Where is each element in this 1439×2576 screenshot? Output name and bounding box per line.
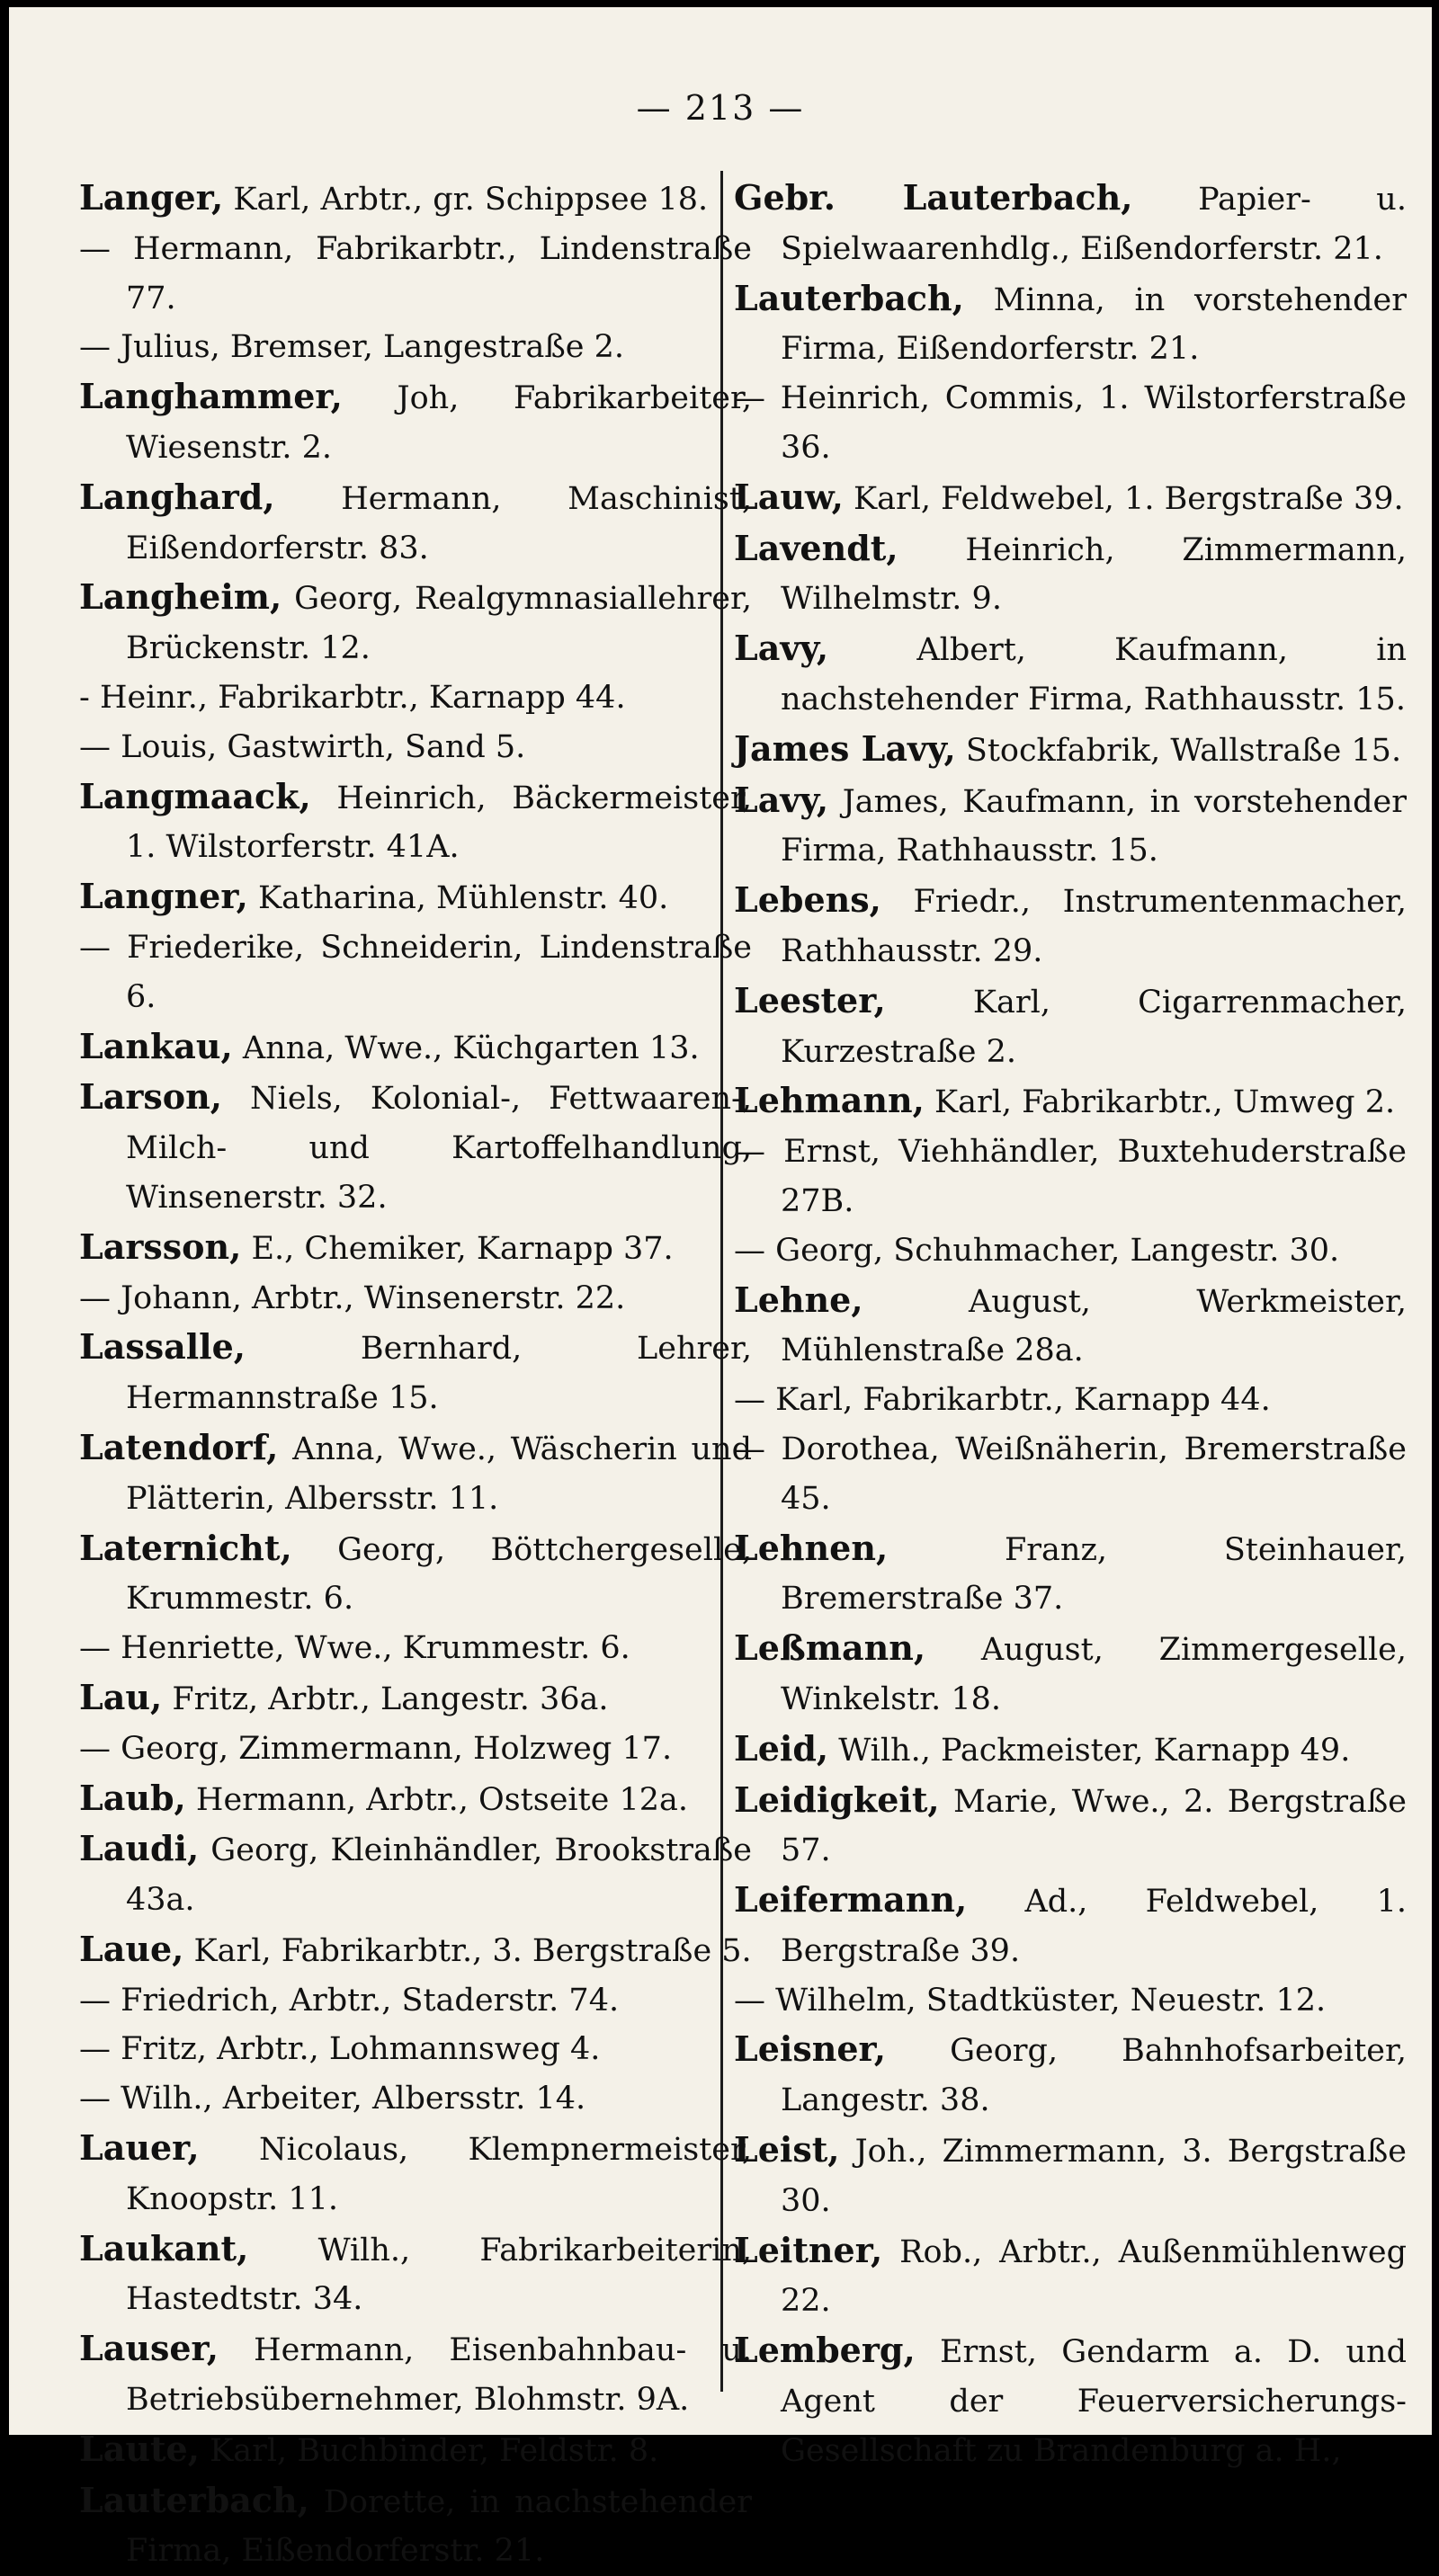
directory-entry — [79, 2476, 752, 2576]
entry-details: Papier- u. Spielwaarenhdlg., Eißendorferstr. 21. — [781, 182, 1407, 267]
entry-details: Anna, Wwe., Küchgarten 13. — [242, 1030, 700, 1066]
entry-surname: Leist, — [734, 2129, 840, 2170]
entry-surname: Laub, — [79, 1777, 186, 1818]
directory-entry — [79, 1274, 752, 1324]
entry-details: - Heinr., Fabrikarbtr., Karnapp 44. — [79, 679, 626, 716]
entry-surname: Lemberg, — [734, 2330, 916, 2371]
entry-surname: Langer, — [79, 177, 224, 218]
entry-details: Anna, Wwe., Wäscherin und Plätterin, Albersstr. 11. — [126, 1431, 752, 1517]
entry-details: — Julius, Bremser, Langestraße 2. — [79, 329, 625, 366]
directory-entry — [734, 1226, 1407, 1276]
directory-entry — [734, 1624, 1407, 1725]
entry-details: Wilh., Packmeister, Karnapp 49. — [838, 1732, 1351, 1769]
entry-details: — Heinrich, Commis, 1. Wilstorferstraße 36. — [734, 380, 1407, 466]
directory-entry — [734, 1976, 1407, 2026]
entry-details: — Georg, Schuhmacher, Langestr. 30. — [734, 1232, 1340, 1269]
directory-entry — [734, 1776, 1407, 1876]
entry-surname: Gebr. Lauterbach, — [734, 177, 1133, 218]
entry-details: Ad., Feldwebel, 1. Bergstraße 39. — [781, 1884, 1407, 1969]
entry-details: — Georg, Zimmermann, Holzweg 17. — [79, 1730, 673, 1767]
entry-details: Dorette, in nachstehender Firma, Eißendorferstr. 21. — [126, 2483, 752, 2570]
directory-entry — [79, 1073, 752, 1222]
entry-details: Georg, Realgymnasiallehrer, Brückenstr. 12. — [126, 581, 752, 667]
entry-details: Karl, Fabrikarbtr., 3. Bergstraße 5. — [193, 1932, 752, 1969]
directory-entry — [79, 1524, 752, 1625]
entry-surname: Lauer, — [79, 2127, 200, 2169]
entry-surname: Laute, — [79, 2428, 200, 2469]
directory-entry — [79, 1022, 752, 1074]
entry-details: Katharina, Mühlenstr. 40. — [257, 880, 669, 917]
entry-details: Marie, Wwe., 2. Bergstraße 57. — [781, 1783, 1407, 1869]
directory-entry — [734, 174, 1407, 274]
entry-details: E., Chemiker, Karnapp 37. — [251, 1230, 674, 1267]
entry-surname: Lavendt, — [734, 527, 898, 568]
entry-details: August, Werkmeister, Mühlenstraße 28a. — [781, 1283, 1407, 1369]
entry-surname: Lau, — [79, 1676, 163, 1717]
directory-entry — [79, 1223, 752, 1274]
directory-page — [9, 7, 1432, 2570]
entry-surname: Laue, — [79, 1928, 184, 1969]
entry-details: Nicolaus, Klempnermeister, Knoopstr. 11. — [126, 2132, 752, 2217]
directory-entry — [79, 1774, 752, 1825]
entry-details: — Hermann, Fabrikarbtr., Lindenstraße 77. — [79, 230, 752, 316]
entry-surname: Leifermann, — [734, 1879, 968, 1921]
directory-entry — [79, 225, 752, 324]
entry-details: Hermann, Eisenbahnbau- u. Betriebsübernehmer, Blohmstr. 9A. — [126, 2332, 752, 2419]
directory-entry — [79, 1323, 752, 1423]
entry-details: — Ernst, Viehhändler, Buxtehuderstraße 27B. — [734, 1134, 1407, 1219]
entry-details: Albert, Kaufmann, in nachstehender Firma, Rathhausstr. 15. — [781, 632, 1407, 718]
directory-entry — [734, 473, 1407, 524]
entry-details: — Henriette, Wwe., Krummestr. 6. — [79, 1630, 630, 1667]
directory-entry — [734, 2126, 1407, 2226]
entry-details: Stockfabrik, Wallstraße 15. — [965, 732, 1402, 769]
entry-details: Karl, Fabrikarbtr., Umweg 2. — [934, 1084, 1396, 1121]
entry-surname: Laternicht, — [79, 1527, 292, 1568]
directory-entry — [79, 174, 752, 225]
entry-surname: Leid, — [734, 1727, 829, 1769]
directory-entry — [734, 2226, 1407, 2327]
entry-details: Friedr., Instrumentenmacher, Rathhausstr. 29. — [781, 884, 1407, 969]
entry-surname: Lehnen, — [734, 1527, 889, 1568]
directory-entry — [79, 872, 752, 923]
entry-surname: Lauw, — [734, 476, 844, 517]
entry-surname: Latendorf, — [79, 1426, 279, 1467]
left-column — [79, 174, 752, 2576]
entry-surname: Larsson, — [79, 1226, 242, 1267]
entry-surname: Lebens, — [734, 879, 881, 921]
entry-surname: Langheim, — [79, 576, 282, 618]
entry-details: August, Zimmergeselle, Winkelstr. 18. — [781, 1632, 1407, 1717]
directory-entry — [79, 1423, 752, 1524]
entry-surname: Lauterbach, — [79, 2479, 309, 2520]
entry-details: Joh, Fabrikarbeiter, Wiesenstr. 2. — [126, 380, 752, 466]
entry-surname: Langhard, — [79, 476, 275, 517]
directory-entry — [79, 2224, 752, 2325]
directory-entry — [734, 624, 1407, 725]
directory-entry — [79, 1976, 752, 2026]
entry-details: — Louis, Gastwirth, Sand 5. — [79, 728, 526, 765]
directory-entry — [79, 573, 752, 673]
entry-surname: Lauser, — [79, 2328, 219, 2369]
directory-entry — [79, 2324, 752, 2425]
entry-details: Karl, Cigarrenmacher, Kurzestraße 2. — [781, 984, 1407, 1070]
entry-details: — Fritz, Arbtr., Lohmannsweg 4. — [79, 2031, 601, 2068]
directory-entry — [734, 1276, 1407, 1377]
entry-details: Hermann, Arbtr., Ostseite 12a. — [195, 1781, 689, 1818]
directory-entry — [79, 673, 752, 723]
entry-details: Fritz, Arbtr., Langestr. 36a. — [172, 1680, 609, 1717]
directory-entry — [734, 274, 1407, 375]
entry-surname: Langmaack, — [79, 775, 311, 816]
entry-surname: Leisner, — [734, 2028, 887, 2070]
directory-entry — [79, 1673, 752, 1725]
entry-details: Franz, Steinhauer, Bremerstraße 37. — [781, 1531, 1407, 1618]
directory-entry — [734, 776, 1407, 877]
directory-entry — [734, 876, 1407, 976]
directory-entry — [79, 323, 752, 372]
directory-entry — [79, 372, 752, 473]
directory-entry — [734, 1524, 1407, 1625]
directory-entry — [734, 2326, 1407, 2475]
directory-entry — [79, 1725, 752, 1774]
entry-details: — Dorothea, Weißnäherin, Bremerstraße 45. — [734, 1431, 1407, 1517]
entry-details: Georg, Kleinhändler, Brookstraße 43a. — [126, 1832, 752, 1919]
entry-surname: James Lavy, — [734, 727, 956, 769]
directory-entry — [734, 1876, 1407, 1976]
entry-surname: Lehmann, — [734, 1080, 925, 1121]
entry-details: Wilh., Fabrikarbeiterin, Hastedtstr. 34. — [126, 2232, 752, 2318]
entry-details: — Wilhelm, Stadtküster, Neuestr. 12. — [734, 1982, 1327, 2019]
entry-details: Heinrich, Bäckermeister, 1. Wilstorferstr. 41A. — [126, 780, 752, 866]
directory-entry — [734, 1725, 1407, 1776]
directory-entry — [734, 524, 1407, 625]
directory-entry — [79, 772, 752, 873]
entry-surname: Lankau, — [79, 1025, 233, 1066]
directory-entry — [79, 2074, 752, 2124]
entry-details: — Friederike, Schneiderin, Lindenstraße 6. — [79, 929, 752, 1015]
entry-details: Georg, Böttchergeselle, Krummestr. 6. — [126, 1531, 752, 1618]
directory-entry — [79, 1824, 752, 1925]
directory-entry — [734, 374, 1407, 473]
entry-details: Ernst, Gendarm a. D. und Agent der Feuerversicherungs-Gesellschaft zu Brandenburg a. H., — [781, 2334, 1407, 2469]
entry-details: Rob., Arbtr., Außenmühlenweg 22. — [781, 2233, 1407, 2320]
entry-details: Joh., Zimmermann, 3. Bergstraße 30. — [781, 2134, 1407, 2219]
entry-surname: Leßmann, — [734, 1627, 926, 1669]
entry-details: Karl, Feldwebel, 1. Bergstraße 39. — [853, 480, 1404, 517]
entry-surname: Lehne, — [734, 1279, 863, 1320]
entry-surname: Langhammer, — [79, 376, 343, 417]
entry-surname: Langner, — [79, 876, 248, 917]
directory-entry — [79, 1624, 752, 1673]
entry-details: — Johann, Arbtr., Winsenerstr. 22. — [79, 1279, 626, 1316]
directory-entry — [734, 2025, 1407, 2126]
directory-entry — [734, 1376, 1407, 1425]
directory-entry — [734, 1076, 1407, 1128]
entry-surname: Laudi, — [79, 1828, 200, 1869]
directory-entry — [79, 473, 752, 574]
entry-surname: Leester, — [734, 979, 886, 1021]
entry-details: Hermann, Maschinist, Eißendorferstr. 83. — [126, 480, 752, 566]
entry-surname: Lavy, — [734, 628, 829, 669]
entry-details: — Wilh., Arbeiter, Albersstr. 14. — [79, 2081, 586, 2117]
directory-entry — [79, 923, 752, 1022]
page-number: — 213 — — [636, 88, 805, 128]
directory-entry — [734, 725, 1407, 776]
entry-surname: Larson, — [79, 1076, 222, 1118]
entry-details: James, Kaufmann, in vorstehender Firma, Rathhausstr. 15. — [781, 783, 1407, 869]
entry-surname: Leidigkeit, — [734, 1778, 940, 1820]
entry-surname: Leitner, — [734, 2229, 883, 2270]
directory-entry — [79, 723, 752, 772]
entry-details: Niels, Kolonial-, Fettwaaren-, Milch- und Kartoffelhandlung, Winsenerstr. 32. — [126, 1081, 752, 1216]
entry-details: Heinrich, Zimmermann, Wilhelmstr. 9. — [781, 531, 1407, 618]
entry-surname: Laukant, — [79, 2227, 249, 2268]
entry-details: — Friedrich, Arbtr., Staderstr. 74. — [79, 1982, 620, 2019]
directory-entry — [734, 1425, 1407, 1524]
directory-entry — [79, 2124, 752, 2224]
entry-details: Minna, in vorstehender Firma, Eißendorferstr. 21. — [781, 281, 1407, 368]
directory-entry — [734, 976, 1407, 1077]
entry-surname: Lassalle, — [79, 1326, 246, 1368]
right-column — [734, 174, 1407, 2476]
directory-entry — [734, 1128, 1407, 1226]
directory-entry — [79, 2025, 752, 2074]
entry-details: Karl, Arbtr., gr. Schippsee 18. — [233, 182, 709, 218]
entry-details: — Karl, Fabrikarbtr., Karnapp 44. — [734, 1382, 1271, 1419]
directory-entry — [79, 1925, 752, 1976]
directory-entry — [79, 2425, 752, 2476]
entry-surname: Lavy, — [734, 779, 829, 820]
entry-surname: Lauterbach, — [734, 277, 964, 318]
entry-details: Bernhard, Lehrer, Hermannstraße 15. — [126, 1331, 752, 1417]
entry-details: Georg, Bahnhofsarbeiter, Langestr. 38. — [781, 2033, 1407, 2119]
entry-details: Karl, Buchbinder, Feldstr. 8. — [210, 2432, 659, 2469]
